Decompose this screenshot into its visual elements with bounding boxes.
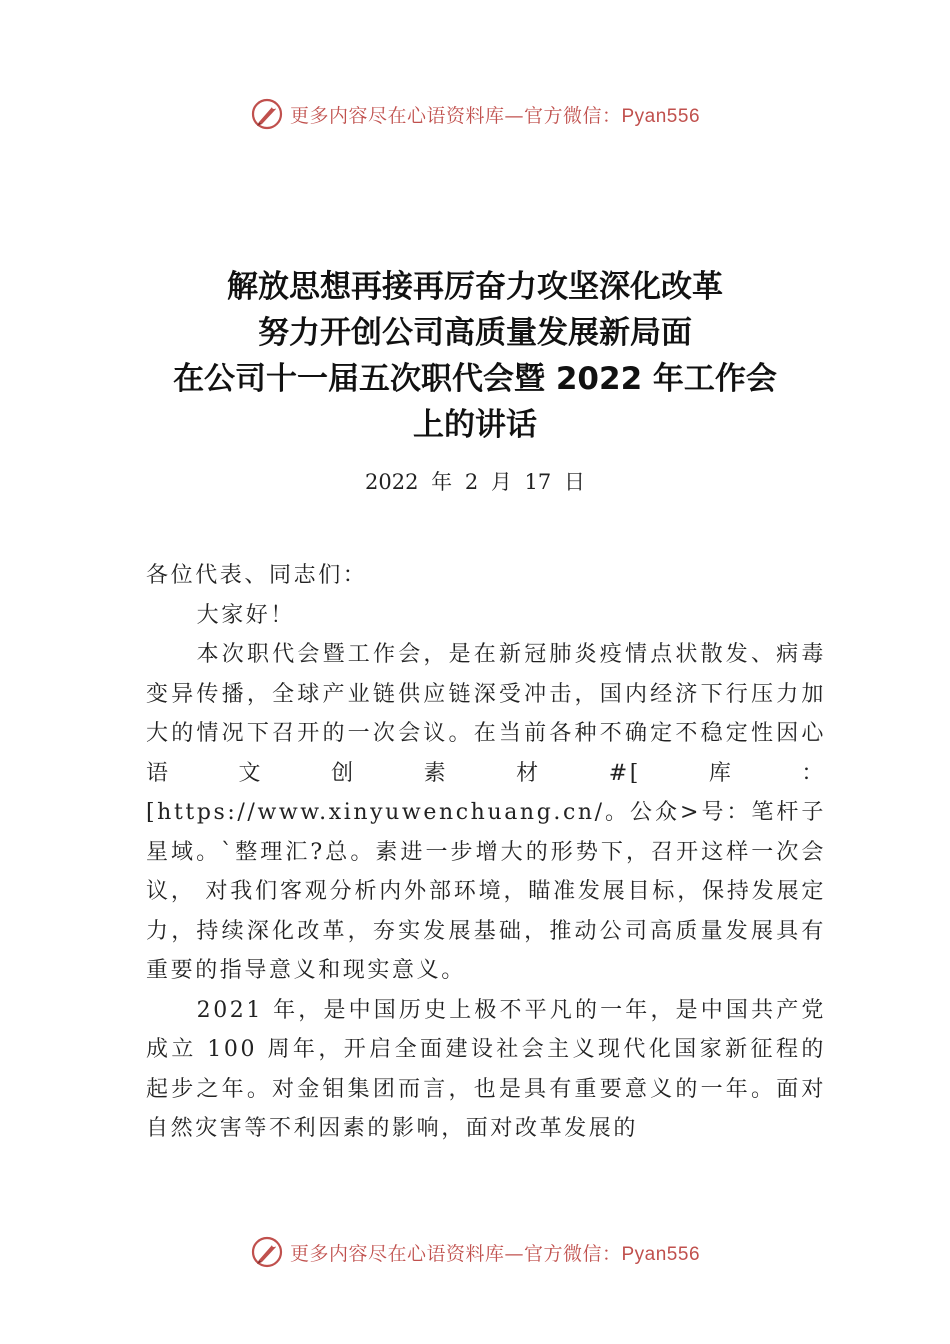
title-line-4: 上的讲话 [413,407,537,443]
greeting: 大家好！ [196,602,295,628]
pen-logo-icon [250,1235,284,1269]
speech-body [146,556,826,1149]
speech-date: 2022 年 2 月 17 日 [365,470,585,494]
pen-logo-icon [250,97,284,131]
watermark-text: 更多内容尽在心语资料库—官方微信：Pyan556 [289,104,701,127]
document-title [0,264,950,448]
title-line-2: 努力开创公司高质量发展新局面 [258,315,692,351]
header-watermark [0,94,950,134]
salutation: 各位代表、同志们： [146,563,368,588]
paragraph-1: 本次职代会暨工作会，是在新冠肺炎疫情点状散发、病毒变异传播，全球产业链供应链深受冲击，国内经济下行压力加大的情况下召开的一次会议。在当前各种不确定不稳定性因心语文创素材#[库：[https://www.xinyuwenchuang.cn/。公众>号：笔杆子星域。`整理汇?总。素进一步增大的形势下，召开这样一次会议， 对我们客观分析内外部环境，瞄准发展目标，保持发展定力，持续深化改革，夯实发展基础，推动公司高质量发展具有重要的指导意义和现实意义。 [146,642,826,983]
title-line-3: 在公司十一届五次职代会暨 2022 年工作会 [173,361,777,397]
paragraph-2: 2021 年，是中国历史上极不平凡的一年，是中国共产党成立 100 周年，开启全面建设社会主义现代化国家新征程的起步之年。对金钼集团而言，也是具有重要意义的一年。面对自然灾害等不利因素的影响，面对改革发展的 [146,997,826,1141]
footer-watermark [0,1232,950,1272]
watermark-text: 更多内容尽在心语资料库—官方微信：Pyan556 [289,1242,701,1265]
title-line-1: 解放思想再接再厉奋力攻坚深化改革 [227,269,723,305]
